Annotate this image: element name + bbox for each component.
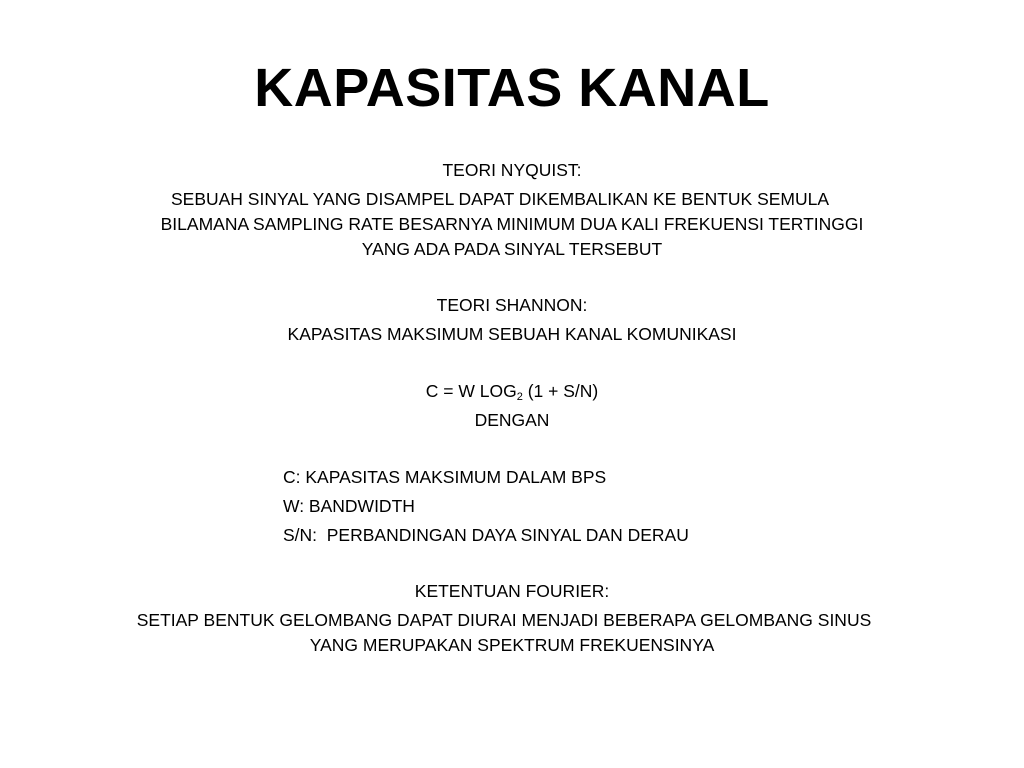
nyquist-heading: TEORI NYQUIST: bbox=[442, 160, 582, 180]
shannon-line-1: KAPASITAS MAKSIMUM SEBUAH KANAL KOMUNIKASI bbox=[287, 324, 737, 344]
shannon-with: DENGAN bbox=[474, 410, 550, 430]
definition-sn: S/N: PERBANDINGAN DAYA SINYAL DAN DERAU bbox=[283, 525, 689, 545]
fourier-line-1: SETIAP BENTUK GELOMBANG DAPAT DIURAI MENJADI BEBERAPA GELOMBANG SINUS bbox=[136, 610, 872, 630]
nyquist-line-2: BILAMANA SAMPLING RATE BESARNYA MINIMUM DUA KALI FREKUENSI TERTINGGI bbox=[160, 214, 864, 234]
shannon-formula bbox=[0, 378, 1024, 404]
fourier-heading: KETENTUAN FOURIER: bbox=[414, 581, 610, 601]
formula-subscript: 2 bbox=[516, 391, 523, 403]
definition-c: C: KAPASITAS MAKSIMUM DALAM BPS bbox=[283, 467, 607, 487]
nyquist-line-3: YANG ADA PADA SINYAL TERSEBUT bbox=[361, 239, 663, 259]
definition-w: W: BANDWIDTH bbox=[283, 496, 415, 516]
formula-suffix: (1 + S/N) bbox=[522, 381, 599, 401]
slide-title: KAPASITAS KANAL bbox=[254, 58, 770, 118]
nyquist-line-1: SEBUAH SINYAL YANG DISAMPEL DAPAT DIKEMBALIKAN KE BENTUK SEMULA bbox=[170, 189, 830, 209]
fourier-line-2: YANG MERUPAKAN SPEKTRUM FREKUENSINYA bbox=[309, 635, 715, 655]
formula-prefix: C = W LOG bbox=[425, 381, 517, 401]
shannon-heading: TEORI SHANNON: bbox=[436, 295, 588, 315]
